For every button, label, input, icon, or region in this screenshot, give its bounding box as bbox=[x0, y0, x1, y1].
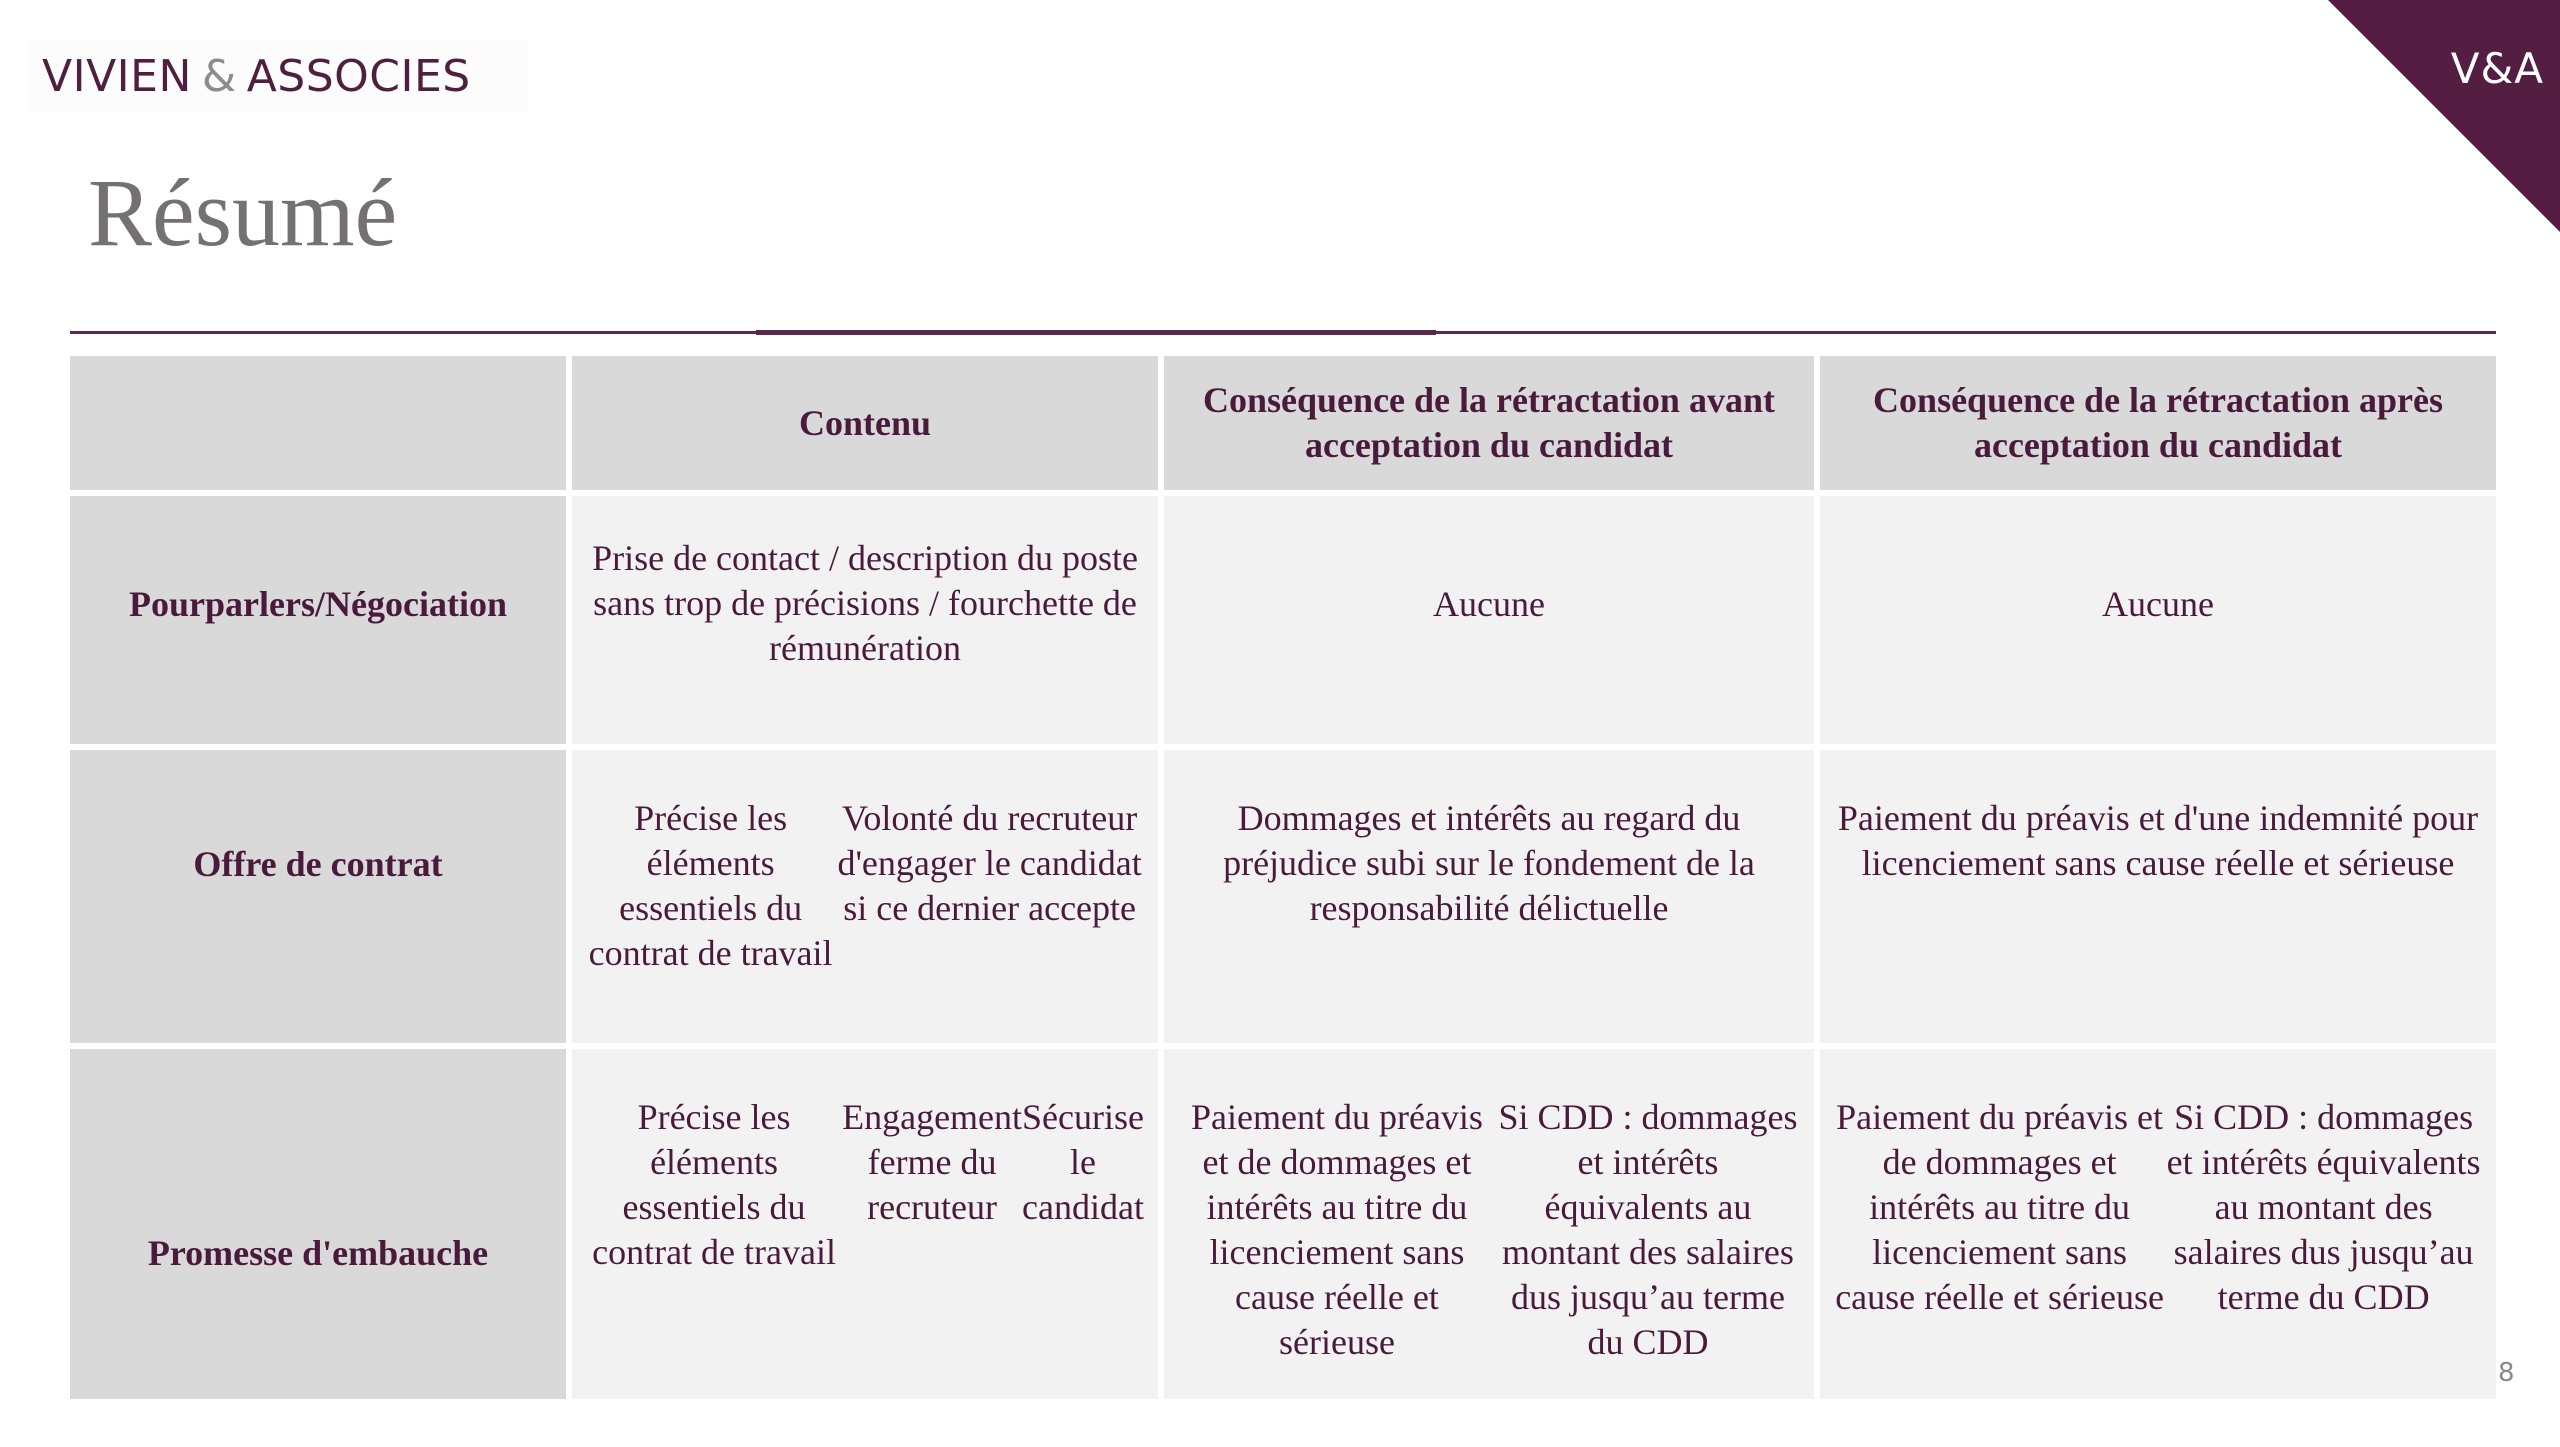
company-logo bbox=[28, 40, 528, 112]
row-label-offre: Offre de contrat bbox=[70, 750, 566, 1043]
logo-ampersand: & bbox=[201, 50, 237, 102]
corner-badge-text: V&A bbox=[2450, 44, 2544, 93]
cell-line: Dommages et intérêts au regard du préjudice subi sur le fondement de la responsabilité délictuelle bbox=[1223, 798, 1755, 928]
cell-line: Si CDD : dommages et intérêts équivalents au montant des salaires dus jusqu’au terme du CDD bbox=[2166, 1097, 2481, 1317]
cell-line: Si CDD : dommages et intérêts équivalents au montant des salaires dus jusqu’au terme du CDD bbox=[1498, 1097, 1798, 1362]
cell-line: Volonté du recruteur d'engager le candidat si ce dernier accepte bbox=[837, 798, 1142, 928]
cell-line: Engagement ferme du recruteur bbox=[842, 1097, 1023, 1227]
header-cell-apres: Conséquence de la rétractation après acceptation du candidat bbox=[1820, 356, 2496, 490]
cell-line: Aucune bbox=[2102, 584, 2214, 624]
cell-line: Précise les éléments essentiels du contrat de travail bbox=[588, 798, 833, 973]
cell-contenu bbox=[572, 1049, 1158, 1399]
cell-apres bbox=[1820, 1049, 2496, 1399]
corner-triangle-shape bbox=[2328, 0, 2560, 232]
row-label-promesse: Promesse d'embauche bbox=[70, 1049, 566, 1399]
slide-title: Résumé bbox=[88, 159, 398, 266]
cell-line: Paiement du préavis et d'une indemnité pour licenciement sans cause réelle et sérieuse bbox=[1837, 798, 2479, 883]
cell-line: Aucune bbox=[1433, 584, 1545, 624]
cell-line: Prise de contact / description du poste sans trop de précisions / fourchette de rémunération bbox=[592, 538, 1138, 668]
cell-contenu bbox=[572, 496, 1158, 744]
cell-avant bbox=[1164, 750, 1814, 1043]
cell-avant bbox=[1164, 496, 1814, 744]
cell-line: Paiement du préavis et de dommages et intérêts au titre du licenciement sans cause réelle et sérieuse bbox=[1191, 1097, 1483, 1362]
header-cell-contenu: Contenu bbox=[572, 356, 1158, 490]
summary-table bbox=[70, 356, 2484, 1399]
logo-text-vivien: VIVIEN bbox=[42, 50, 192, 102]
cell-apres bbox=[1820, 750, 2496, 1043]
header-cell-avant: Conséquence de la rétractation avant acceptation du candidat bbox=[1164, 356, 1814, 490]
page-number: 8 bbox=[2498, 1358, 2515, 1388]
cell-line: Précise les éléments essentiels du contrat de travail bbox=[592, 1097, 836, 1272]
cell-contenu bbox=[572, 750, 1158, 1043]
logo-text-associes: ASSOCIES bbox=[246, 50, 471, 102]
title-divider-accent bbox=[756, 330, 1436, 335]
cell-avant bbox=[1164, 1049, 1814, 1399]
cell-apres bbox=[1820, 496, 2496, 744]
header-cell-empty bbox=[70, 356, 566, 490]
cell-line: Paiement du préavis et de dommages et intérêts au titre du licenciement sans cause réelle et sérieuse bbox=[1835, 1097, 2164, 1317]
cell-line: Sécurise le candidat bbox=[1022, 1097, 1144, 1227]
row-label-pourparlers: Pourparlers/Négociation bbox=[70, 496, 566, 744]
